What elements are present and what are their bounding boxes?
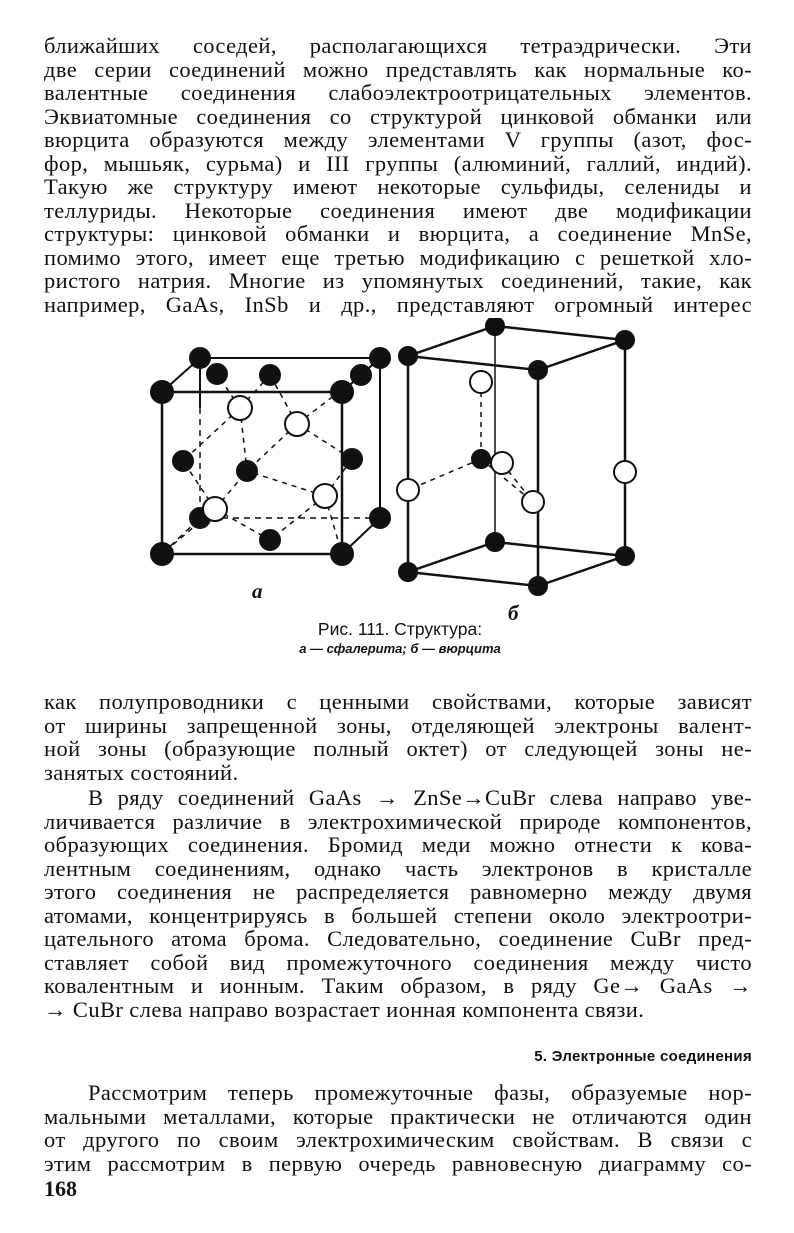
black-atom (351, 365, 371, 385)
text-line: Рассмотрим теперь промежуточные фазы, образуемые нор- (88, 1080, 752, 1105)
black-atom (260, 365, 280, 385)
white-atom (470, 371, 492, 393)
black-atom (486, 318, 504, 335)
black-atom (260, 530, 280, 550)
crystal-structure-figure (140, 318, 660, 623)
black-atom (472, 450, 490, 468)
black-atom (529, 577, 547, 595)
text-line: помимо этого, имеет еще третью модификацию с решеткой хло- (44, 244, 752, 270)
paragraph-1 (44, 34, 752, 316)
black-atom (151, 381, 173, 403)
text-line: Эквиатомные соединения со структурой цинковой обманки или (44, 103, 752, 129)
black-atom (616, 547, 634, 565)
text-line: этим рассмотрим в первую очередь равновесную диаграмму со- (44, 1150, 752, 1176)
paragraph-2 (44, 690, 752, 784)
text-line: → CuBr слева направо возрастает ионная компонента связи. (44, 996, 645, 1022)
text-line: например, GaAs, InSb и др., представляют огромный интерес (44, 291, 752, 317)
text-line: структуры: цинковой обманки и вюрцита, а соединение MnSe, (44, 221, 752, 246)
white-atom (285, 412, 309, 436)
text-line: атомами, концентрируясь в большей степени около электроотри- (44, 902, 752, 928)
black-atom (529, 361, 547, 379)
text-line: лентным соединениям, однако часть электронов в кристалле (44, 855, 752, 881)
black-atom (207, 364, 227, 384)
figure-caption (260, 618, 540, 658)
text-line: фор, мышьяк, сурьма) и III группы (алюминий, галлий, индий). (44, 150, 752, 176)
text-line: ближайших соседей, располагающихся тетраэдрически. Эти (44, 33, 752, 58)
text-line: от ширины запрещенной зоны, отделяющей электроны валент- (44, 712, 752, 738)
white-atom (228, 396, 252, 420)
black-atom (173, 451, 193, 471)
white-atom (522, 491, 544, 513)
text-line: ставляет собой вид промежуточного соединения между чисто (44, 949, 752, 975)
text-line: этого соединения не распределяется равномерно между двумя (44, 879, 752, 904)
black-atom (331, 543, 353, 565)
black-atom (237, 461, 257, 481)
text-line: цательного атома брома. Следовательно, соединение CuBr пред- (44, 926, 752, 951)
text-line: две серии соединений можно представлять как нормальные ко- (44, 56, 752, 82)
text-line: Такую же структуру имеют некоторые сульфиды, селениды и (44, 174, 752, 199)
black-atom (486, 533, 504, 551)
section-heading: 5. Электронные соединения (534, 1048, 752, 1065)
sphalerite-atoms (151, 348, 390, 565)
black-atom (370, 348, 390, 368)
text-line: как полупроводники с ценными свойствами, которые зависят (44, 689, 752, 714)
figure-label-b: б (508, 601, 519, 623)
wurtzite-structure-diagram (408, 326, 625, 586)
text-line: от другого по своим электрохимическим свойствам. В связи с (44, 1127, 752, 1152)
black-atom (190, 348, 210, 368)
text-line: В ряду соединений GaAs → ZnSe→CuBr слева направо уве- (88, 785, 752, 810)
black-atom (370, 508, 390, 528)
paragraph-3 (44, 786, 752, 1021)
text-line: теллуриды. Некоторые соединения имеют две модификации (44, 197, 752, 223)
white-atom (313, 484, 337, 508)
figure-label-a: а (252, 579, 263, 603)
white-atom (614, 461, 636, 483)
caption-title: Рис. 111. Структура: (317, 619, 483, 639)
black-atom (399, 347, 417, 365)
text-line: ристого натрия. Многие из упомянутых соединений, такие, как (44, 268, 752, 293)
white-atom (491, 452, 513, 474)
white-atom (397, 479, 419, 501)
black-atom (399, 563, 417, 581)
black-atom (616, 331, 634, 349)
black-atom (151, 543, 173, 565)
black-atom (342, 449, 362, 469)
white-atom (203, 497, 227, 521)
text-line: занятых состояний. (44, 759, 239, 785)
text-line: мальными металлами, которые практически не отличаются один (44, 1103, 752, 1129)
text-line: вюрцита образуются между элементами V группы (азот, фос- (44, 127, 752, 152)
caption-legend: а — сфалерита; б — вюрцита (299, 641, 501, 656)
text-line: ковалентным и ионным. Таким образом, в ряду Ge→ GaAs → (44, 973, 752, 998)
text-line: личивается различие в электрохимической природе компонентов, (44, 808, 752, 834)
text-line: ной зоны (образующие полный октет) от следующей зоны не- (44, 736, 752, 761)
text-line: валентные соединения слабоэлектроотрицательных элементов. (44, 80, 752, 105)
text-line: образующих соединения. Бромид меди можно отнести к кова- (44, 832, 752, 857)
paragraph-4 (44, 1081, 752, 1175)
page-number: 168 (44, 1176, 77, 1201)
black-atom (331, 381, 353, 403)
